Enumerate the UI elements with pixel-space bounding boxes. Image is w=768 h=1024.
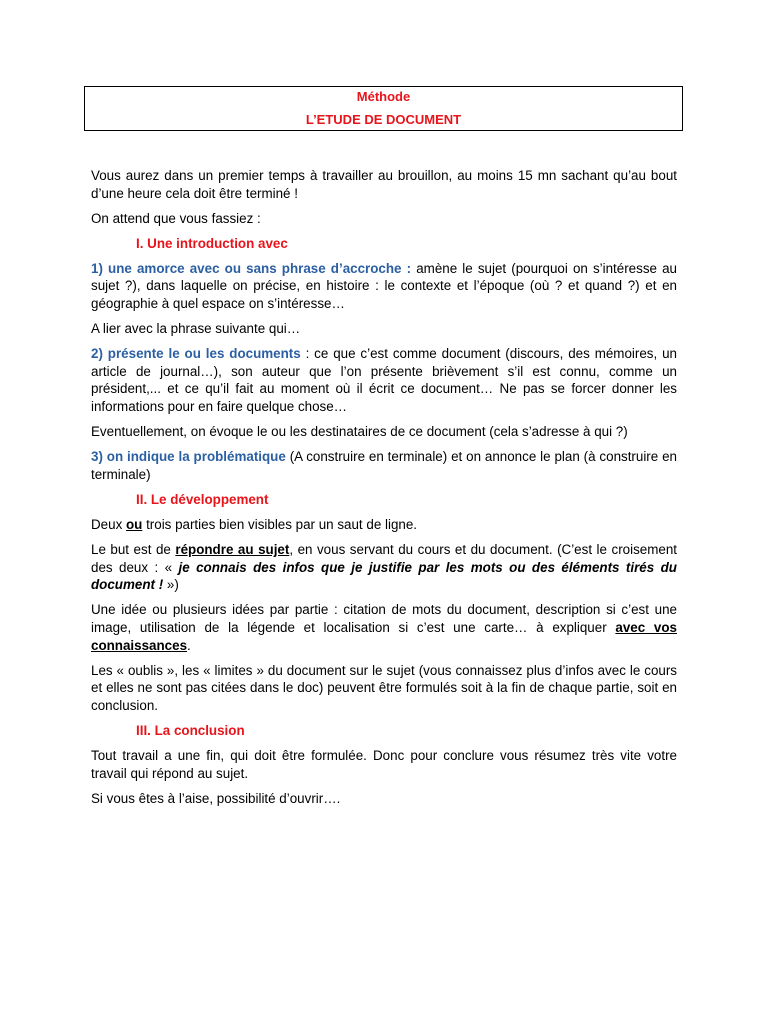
document-body bbox=[91, 167, 677, 815]
parts-text-a: Deux bbox=[91, 517, 126, 532]
document-subtitle: L’ETUDE DE DOCUMENT bbox=[305, 112, 462, 127]
paragraph-recipients: Eventuellement, on évoque le ou les destinataires de ce document (cela s’adresse à qui ?) bbox=[91, 424, 628, 440]
goal-quote: je connais des infos que je justifie par les mots ou des éléments tirés du document ! bbox=[91, 559, 677, 593]
title-box bbox=[84, 86, 683, 131]
problematique-text: (A construire en terminale) et on annonce le plan (à construire en terminale) bbox=[91, 449, 677, 482]
ideas-text-b: . bbox=[187, 637, 191, 653]
paragraph-parts bbox=[91, 516, 677, 534]
ideas-text-a: Une idée ou plusieurs idées par partie : citation de mots du document, description si c’est une image, utilisation de la légende et localisation si c’est une carte… à expliquer bbox=[91, 602, 677, 635]
document-title: Méthode bbox=[356, 89, 411, 104]
paragraph-expectation: On attend que vous fassiez : bbox=[91, 210, 261, 226]
parts-text-b: trois parties bien visibles par un saut de ligne. bbox=[142, 517, 418, 532]
amorce-text: amène le sujet (pourquoi on s’intéresse au sujet ?), dans laquelle on précise, en histoire : le contexte et l’époque (où ? et quand ?) et en géographie à quel espace on s’intéresse… bbox=[91, 260, 677, 312]
paragraph-problematique bbox=[91, 448, 677, 483]
paragraph-goal bbox=[91, 541, 677, 594]
ideas-key: avec vos connaissances bbox=[91, 619, 677, 653]
paragraph-presentation bbox=[91, 345, 677, 415]
paragraph-intro: Vous aurez dans un premier temps à travailler au brouillon, au moins 15 mn sachant qu’au bout d’une heure cela doit être terminé ! bbox=[91, 168, 677, 201]
paragraph-opening: Si vous êtes à l’aise, possibilité d’ouvrir…. bbox=[91, 790, 341, 806]
presentation-label: 2) présente le ou les documents bbox=[91, 346, 301, 362]
section-heading-development: II. Le développement bbox=[136, 491, 269, 507]
goal-text-c: ») bbox=[163, 577, 179, 593]
paragraph-amorce bbox=[91, 260, 677, 313]
section-heading-introduction: I. Une introduction avec bbox=[136, 235, 288, 251]
goal-text-a: Le but est de bbox=[91, 542, 176, 558]
paragraph-link: A lier avec la phrase suivante qui… bbox=[91, 321, 301, 337]
goal-key: répondre au sujet bbox=[175, 542, 290, 558]
problematique-label: 3) on indique la problématique bbox=[91, 449, 286, 465]
paragraph-conclusion: Tout travail a une fin, qui doit être formulée. Donc pour conclure vous résumez très vite votre travail qui répond au sujet. bbox=[91, 748, 677, 781]
parts-ou: ou bbox=[125, 517, 143, 532]
paragraph-limits: Les « oublis », les « limites » du document sur le sujet (vous connaissez plus d’infos avec le cours et elles ne sont pas citées dans le doc) peuvent être formulés soit à la fin de chaque partie, soit en conclusion. bbox=[91, 662, 677, 713]
paragraph-ideas bbox=[91, 601, 677, 654]
amorce-label: 1) une amorce avec ou sans phrase d’accroche : bbox=[91, 260, 412, 276]
section-heading-conclusion: III. La conclusion bbox=[136, 722, 245, 738]
presentation-text: : ce que c’est comme document (discours, des mémoires, un article de journal…), son auteur que l’on présente brièvement s’il est connu, comme un président,... et ce qu’il fait au moment où il écrit ce document… Ne pas se forcer donner les informations pour en faire quelque chose… bbox=[91, 346, 677, 415]
goal-text-b: , en vous servant du cours et du document. (C’est le croisement des deux : « bbox=[91, 542, 677, 575]
